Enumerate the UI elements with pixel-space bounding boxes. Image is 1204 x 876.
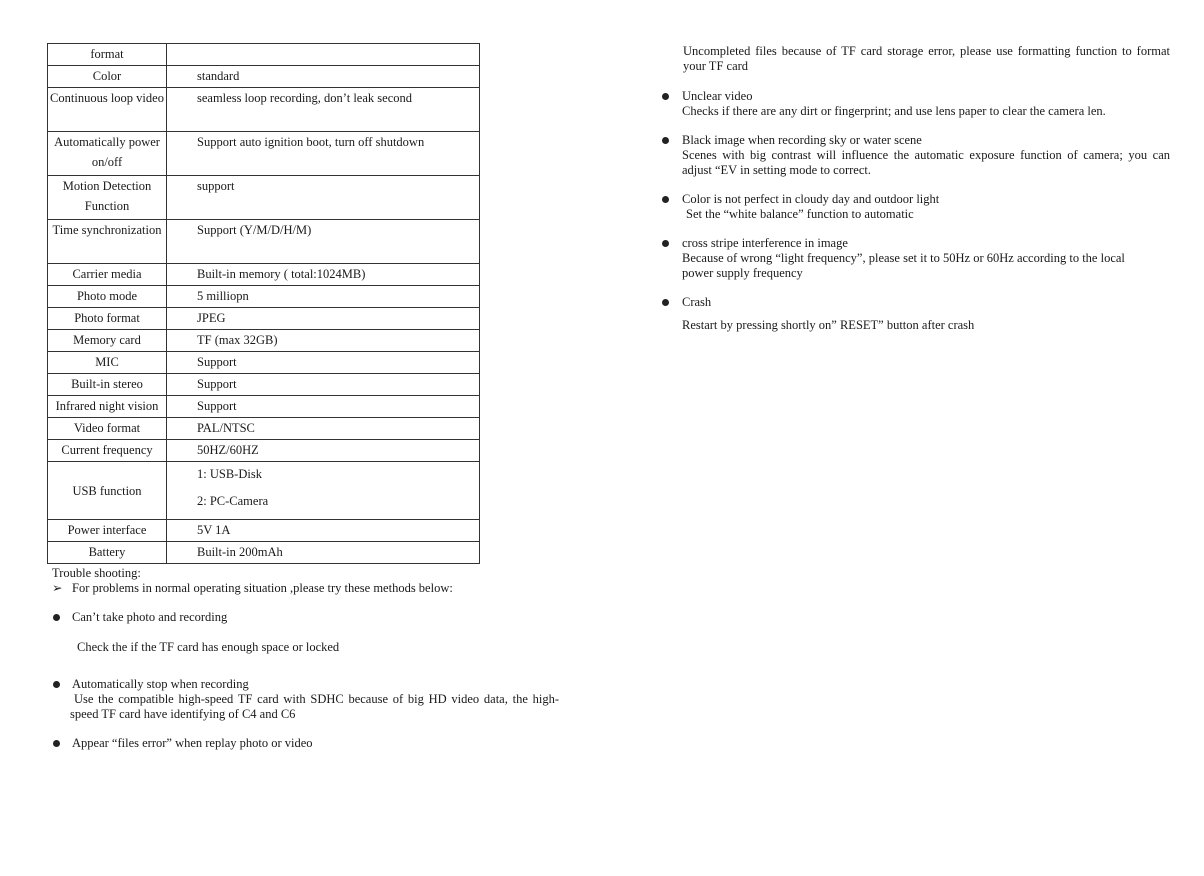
spec-row-stereo (48, 374, 480, 396)
bullet-icon (662, 240, 669, 247)
troubleshooting-section (47, 566, 559, 751)
trouble-item-title: Crash (682, 295, 712, 309)
spec-label: Automatically power on/off (48, 132, 167, 176)
usb-option: 1: USB-Disk (197, 467, 262, 481)
spec-label: Power interface (48, 520, 167, 542)
spec-label: Color (48, 66, 167, 88)
intro-text: For problems in normal operating situation ,please try these methods below: (72, 581, 453, 595)
right-column (662, 44, 1170, 333)
bullet-icon (662, 299, 669, 306)
trouble-item-body: Uncompleted files because of TF card storage error, please use formatting function to format your TF card (683, 44, 1170, 73)
spec-value: 50HZ/60HZ (167, 440, 480, 462)
spec-label: Memory card (48, 330, 167, 352)
trouble-item-body: Check the if the TF card has enough space or locked (77, 640, 340, 654)
arrow-bullet-icon: ➢ (52, 581, 63, 595)
spec-value: support (167, 176, 480, 220)
trouble-item-body: Scenes with big contrast will influence the automatic exposure function of camera; you can adjust “EV in setting mode to correct. (682, 148, 1170, 177)
spec-label: Video format (48, 418, 167, 440)
spec-value (167, 44, 480, 66)
spec-value: Built-in 200mAh (167, 542, 480, 564)
spec-row-photo-format (48, 308, 480, 330)
bullet-icon (53, 681, 60, 688)
bullet-icon (662, 93, 669, 100)
trouble-item-title: Black image when recording sky or water scene (682, 133, 922, 147)
spec-value (167, 462, 480, 520)
spec-value: 5 milliopn (167, 286, 480, 308)
trouble-item (662, 133, 1170, 178)
trouble-item-title: Color is not perfect in cloudy day and outdoor light (682, 192, 940, 206)
spec-value: JPEG (167, 308, 480, 330)
bullet-icon (662, 137, 669, 144)
spec-label: Photo format (48, 308, 167, 330)
bullet-icon (53, 614, 60, 621)
trouble-item (662, 192, 1170, 222)
spec-row-video-format (48, 418, 480, 440)
spec-value: PAL/NTSC (167, 418, 480, 440)
trouble-item (47, 677, 559, 722)
spec-table (47, 43, 480, 564)
spec-row-frequency (48, 440, 480, 462)
spec-value: standard (167, 66, 480, 88)
spec-label: Photo mode (48, 286, 167, 308)
trouble-item-title: cross stripe interference in image (682, 236, 848, 250)
spec-value: Support auto ignition boot, turn off shutdown (167, 132, 480, 176)
left-column (47, 43, 559, 751)
spec-value: Support (167, 352, 480, 374)
spec-label: Built-in stereo (48, 374, 167, 396)
trouble-item-body: Checks if there are any dirt or fingerprint; and use lens paper to clear the camera len. (682, 104, 1106, 118)
trouble-item-title: Can’t take photo and recording (72, 610, 228, 624)
spec-label: format (48, 44, 167, 66)
spec-row-night-vision (48, 396, 480, 418)
spec-value: Built-in memory ( total:1024MB) (167, 264, 480, 286)
trouble-item (47, 610, 559, 655)
spec-value: Support (167, 396, 480, 418)
usb-option: 2: PC-Camera (197, 494, 269, 508)
trouble-item-title: Unclear video (682, 89, 753, 103)
spec-row-loop-video (48, 88, 480, 132)
spec-value: Support (Y/M/D/H/M) (167, 220, 480, 264)
spec-row-format (48, 44, 480, 66)
spec-label: Battery (48, 542, 167, 564)
spec-label: Infrared night vision (48, 396, 167, 418)
spec-row-photo-mode (48, 286, 480, 308)
spec-label: Continuous loop video (48, 88, 167, 132)
trouble-item (662, 236, 1170, 281)
trouble-item (662, 89, 1170, 119)
bullet-icon (662, 196, 669, 203)
spec-label: Motion Detection Function (48, 176, 167, 220)
spec-row-motion-detection (48, 176, 480, 220)
troubleshooting-intro (52, 581, 559, 596)
trouble-item-title: Appear “files error” when replay photo or video (72, 736, 313, 750)
spec-row-time-sync (48, 220, 480, 264)
spec-row-auto-power (48, 132, 480, 176)
spec-label: MIC (48, 352, 167, 374)
spec-row-power-interface (48, 520, 480, 542)
spec-value: Support (167, 374, 480, 396)
spec-row-memory-card (48, 330, 480, 352)
spec-label: Carrier media (48, 264, 167, 286)
spec-label: Time synchronization (48, 220, 167, 264)
spec-row-carrier-media (48, 264, 480, 286)
spec-row-color (48, 66, 480, 88)
trouble-item (662, 295, 1170, 333)
spec-value: 5V 1A (167, 520, 480, 542)
bullet-icon (53, 740, 60, 747)
spec-label: Current frequency (48, 440, 167, 462)
trouble-item-body: Set the “white balance” function to automatic (686, 207, 914, 221)
trouble-item (47, 736, 559, 751)
trouble-item-body: Restart by pressing shortly on” RESET” button after crash (682, 318, 975, 332)
spec-value: TF (max 32GB) (167, 330, 480, 352)
spec-row-mic (48, 352, 480, 374)
spec-label: USB function (48, 462, 167, 520)
spec-row-usb (48, 462, 480, 520)
spec-row-battery (48, 542, 480, 564)
troubleshooting-title: Trouble shooting: (52, 566, 141, 580)
trouble-item-body: Use the compatible high-speed TF card with SDHC because of big HD video data, the high-speed TF card have identifying of C4 and C6 (70, 692, 559, 721)
trouble-item-title: Automatically stop when recording (72, 677, 249, 691)
spec-value: seamless loop recording, don’t leak second (167, 88, 480, 132)
trouble-item-body: Because of wrong “light frequency”, please set it to 50Hz or 60Hz according to the local power supply frequency (682, 251, 1125, 280)
